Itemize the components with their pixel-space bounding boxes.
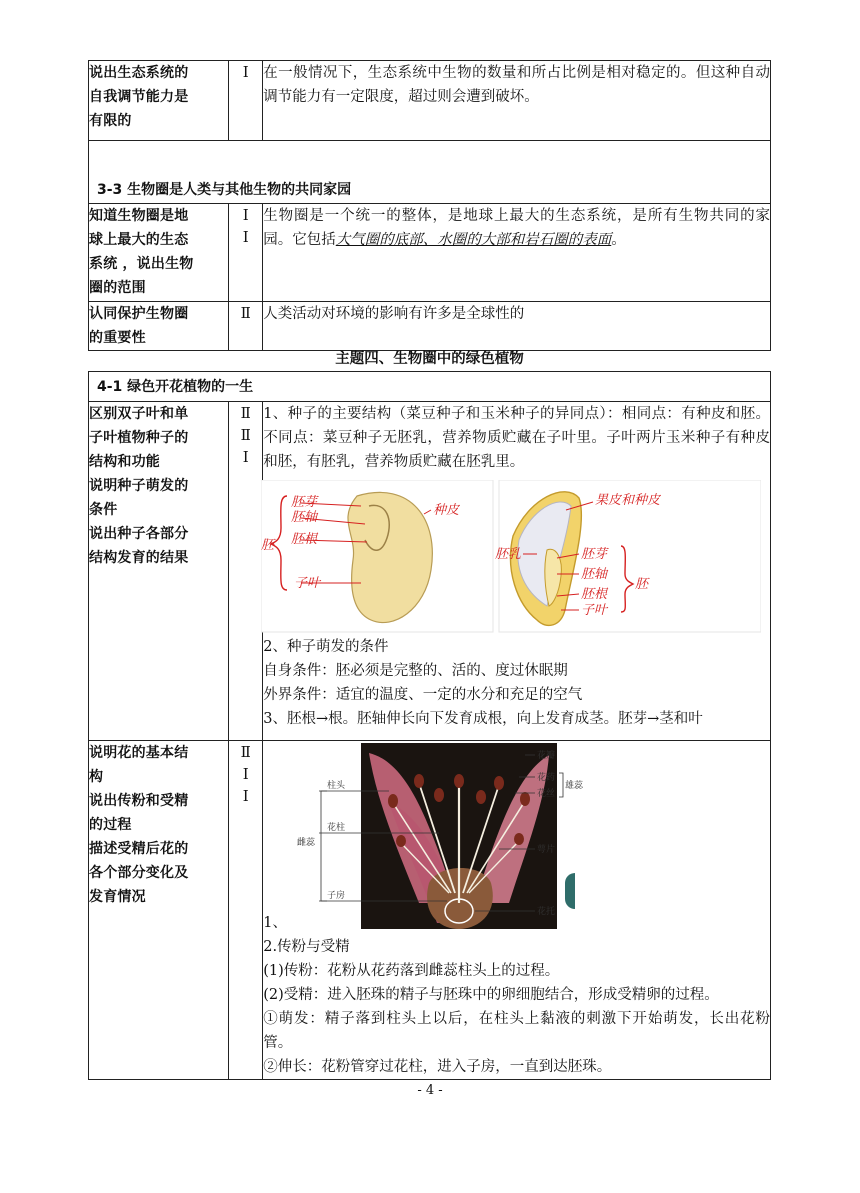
svg-text:胚芽: 胚芽 xyxy=(581,547,608,562)
svg-text:雄蕊: 雄蕊 xyxy=(565,781,584,791)
svg-text:子叶: 子叶 xyxy=(294,576,321,591)
requirement-cell: 知道生物圈是地 球上最大的生态 系统 ，说出生物 圈的范围 xyxy=(89,204,229,302)
content-cell: 生物圈是一个统一的整体，是地球上最大的生态系统，是所有生物共同的家园。它包括大气圈的底部、水圈的大部和岩石圈的表面。 xyxy=(263,204,771,302)
table-row xyxy=(89,302,771,351)
level-cell: Ⅱ Ⅱ Ⅰ xyxy=(229,402,263,741)
table-row xyxy=(89,402,771,741)
svg-text:胚轴: 胚轴 xyxy=(581,567,608,582)
content-cell: 人类活动对环境的影响有许多是全球性的 xyxy=(263,302,771,351)
svg-text:子房: 子房 xyxy=(327,891,346,901)
svg-text:胚: 胚 xyxy=(635,577,649,592)
svg-text:柱头: 柱头 xyxy=(327,781,346,791)
page-number: - 4 - xyxy=(417,1083,443,1098)
svg-text:花丝: 花丝 xyxy=(537,789,556,799)
requirement-cell: 说明花的基本结 构 说出传粉和受精 的过程 描述受精后花的 各个部分变化及 发育情况 xyxy=(89,741,229,1080)
level-cell: Ⅱ xyxy=(229,302,263,351)
table-row xyxy=(89,204,771,302)
table-row xyxy=(89,61,771,141)
section-heading-row xyxy=(89,372,771,402)
requirement-cell: 区别双子叶和单 子叶植物种子的 结构和功能 说明种子萌发的 条件 说出种子各部分 结构发育的结果 xyxy=(89,402,229,741)
level-cell: Ⅰ Ⅰ xyxy=(229,204,263,302)
svg-text:花柱: 花柱 xyxy=(327,823,346,833)
svg-text:胚芽: 胚芽 xyxy=(291,495,318,510)
svg-text:萼片: 萼片 xyxy=(537,845,556,855)
svg-text:胚根: 胚根 xyxy=(291,532,318,547)
table-row xyxy=(89,741,771,1080)
curriculum-table-top xyxy=(88,60,771,351)
svg-text:胚乳: 胚乳 xyxy=(495,547,522,562)
svg-text:雌蕊: 雌蕊 xyxy=(297,838,316,848)
svg-text:胚: 胚 xyxy=(261,538,275,553)
curriculum-table-bottom xyxy=(88,371,771,1080)
flower-structure-figure xyxy=(269,743,589,933)
svg-text:胚根: 胚根 xyxy=(581,587,608,602)
content-cell: 1、种子的主要结构（菜豆种子和玉米种子的异同点）：相同点：有种皮和胚。不同点：菜豆种子无胚乳，营养物质贮藏在子叶里。子叶两片玉米种子有种皮和胚，有胚乳，营养物质贮藏在胚乳里。 胚芽 胚轴 胚根 胚 子叶 种皮 果皮和种皮 胚乳 胚芽 胚轴 胚根 子叶 胚 2、种子萌发的条件 自身条件：胚必须是完整的、活的、度过休眠期 外界条件：适宜的温度、一定的水分和充足的空气 3、胚根→根。胚轴伸长向下发育成根，向上发育成茎。胚芽→茎和叶 xyxy=(263,402,771,741)
svg-text:胚轴: 胚轴 xyxy=(291,510,318,525)
svg-text:花瓣: 花瓣 xyxy=(537,751,556,761)
section-heading: 4-1 绿色开花植物的一生 xyxy=(97,379,254,395)
seed-structure-figure xyxy=(261,480,761,635)
section-heading-row xyxy=(89,141,771,204)
requirement-cell: 说出生态系统的 自我调节能力是 有限的 xyxy=(89,61,229,141)
requirement-cell: 认同保护生物圈 的重要性 xyxy=(89,302,229,351)
theme-title: 主题四、生物圈中的绿色植物 xyxy=(335,351,524,367)
svg-text:种皮: 种皮 xyxy=(433,503,460,518)
level-cell: Ⅱ Ⅰ Ⅰ xyxy=(229,741,263,1080)
level-cell: Ⅰ xyxy=(229,61,263,141)
svg-text:花药: 花药 xyxy=(537,773,556,783)
svg-text:子叶: 子叶 xyxy=(581,603,608,618)
decorative-edge xyxy=(565,873,575,909)
content-cell: 在一般情况下，生态系统中生物的数量和所占比例是相对稳定的。但这种自动调节能力有一定限度，超过则会遭到破坏。 xyxy=(263,61,771,141)
content-cell: 柱头 花柱 雌蕊 子房 花瓣 花药 花丝 雄蕊 萼片 花托 1、 2.传粉与受精 (1)传粉：花粉从花药落到雌蕊柱头上的过程。 (2)受精：进入胚珠的精子与胚珠中的卵细胞结合，形成受精卵的过程。 ①萌发：精子落到柱头上以后，在柱头上黏液的刺激下开始萌发，长出花粉管。 ②伸长：花粉管穿过花柱，进入子房，一直到达胚珠。 xyxy=(263,741,771,1080)
svg-text:果皮和种皮: 果皮和种皮 xyxy=(595,493,661,508)
svg-text:花托: 花托 xyxy=(537,907,556,917)
underlined-text: 大气圈的底部、水圈的大部和岩石圈的表面 xyxy=(335,232,612,248)
section-heading: 3-3 生物圈是人类与其他生物的共同家园 xyxy=(97,182,352,198)
